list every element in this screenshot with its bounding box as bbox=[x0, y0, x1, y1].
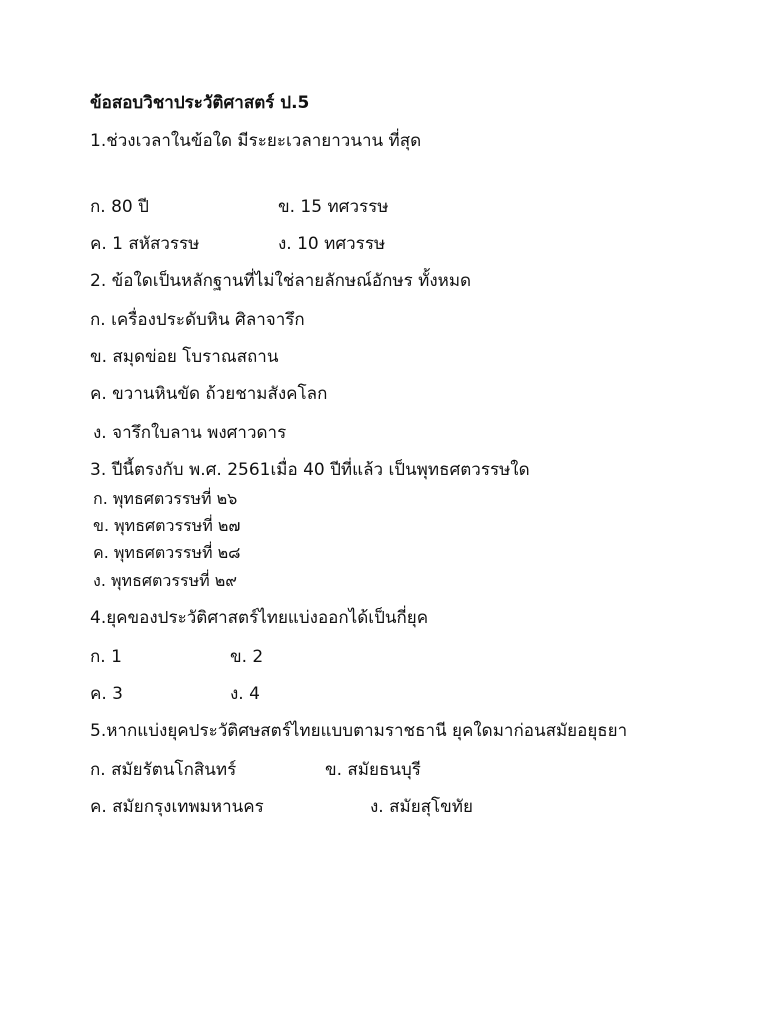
question-2: 2. ข้อใดเป็นหลักฐานที่ไม่ใช่ลายลักษณ์อักษร ทั้งหมด bbox=[90, 271, 472, 291]
q2-option-a: ก. เครื่องประดับหิน ศิลาจารึก bbox=[90, 310, 305, 330]
q2-option-d: ง. จารึกใบลาน พงศาวดาร bbox=[93, 423, 287, 443]
q4-option-b: ข. 2 bbox=[230, 647, 264, 667]
q4-option-d: ง. 4 bbox=[230, 684, 260, 704]
q1-option-a: ก. 80 ปี bbox=[90, 197, 149, 217]
q4-option-a: ก. 1 bbox=[90, 647, 122, 667]
q2-option-c: ค. ขวานหินขัด ถ้วยชามสังคโลก bbox=[90, 384, 328, 404]
question-4: 4.ยุคของประวัติศาสตร์ไทยแบ่งออกได้เป็นกี่ยุค bbox=[90, 608, 429, 628]
q2-option-b: ข. สมุดข่อย โบราณสถาน bbox=[90, 347, 279, 367]
q4-option-c: ค. 3 bbox=[90, 684, 123, 704]
question-1: 1.ช่วงเวลาในข้อใด มีระยะเวลายาวนาน ที่สุด bbox=[90, 131, 422, 151]
q5-option-b: ข. สมัยธนบุรี bbox=[325, 760, 421, 780]
q5-option-a: ก. สมัยรัตนโกสินทร์ bbox=[90, 760, 237, 780]
q3-option-a: ก. พุทธศตวรรษที่ ๒๖ bbox=[93, 489, 238, 508]
question-5: 5.หากแบ่งยุคประวัติศษสตร์ไทยแบบตามราชธานี ยุคใดมาก่อนสมัยอยุธยา bbox=[90, 721, 628, 741]
question-3: 3. ปีนี้ตรงกับ พ.ศ. 2561เมื่อ 40 ปีที่แล้ว เป็นพุทธศตวรรษใด bbox=[90, 460, 530, 480]
q1-option-c: ค. 1 สหัสวรรษ bbox=[90, 234, 200, 254]
q3-option-c: ค. พุทธศตวรรษที่ ๒๘ bbox=[93, 543, 241, 562]
q3-option-d: ง. พุทธศตวรรษที่ ๒๙ bbox=[93, 571, 238, 590]
q1-option-b: ข. 15 ทศวรรษ bbox=[278, 197, 389, 217]
q1-option-d: ง. 10 ทศวรรษ bbox=[278, 234, 386, 254]
q5-option-d: ง. สมัยสุโขทัย bbox=[370, 797, 473, 817]
q3-option-b: ข. พุทธศตวรรษที่ ๒๗ bbox=[93, 516, 241, 535]
exam-title: ข้อสอบวิชาประวัติศาสตร์ ป.5 bbox=[90, 93, 310, 113]
q5-option-c: ค. สมัยกรุงเทพมหานคร bbox=[90, 797, 264, 817]
